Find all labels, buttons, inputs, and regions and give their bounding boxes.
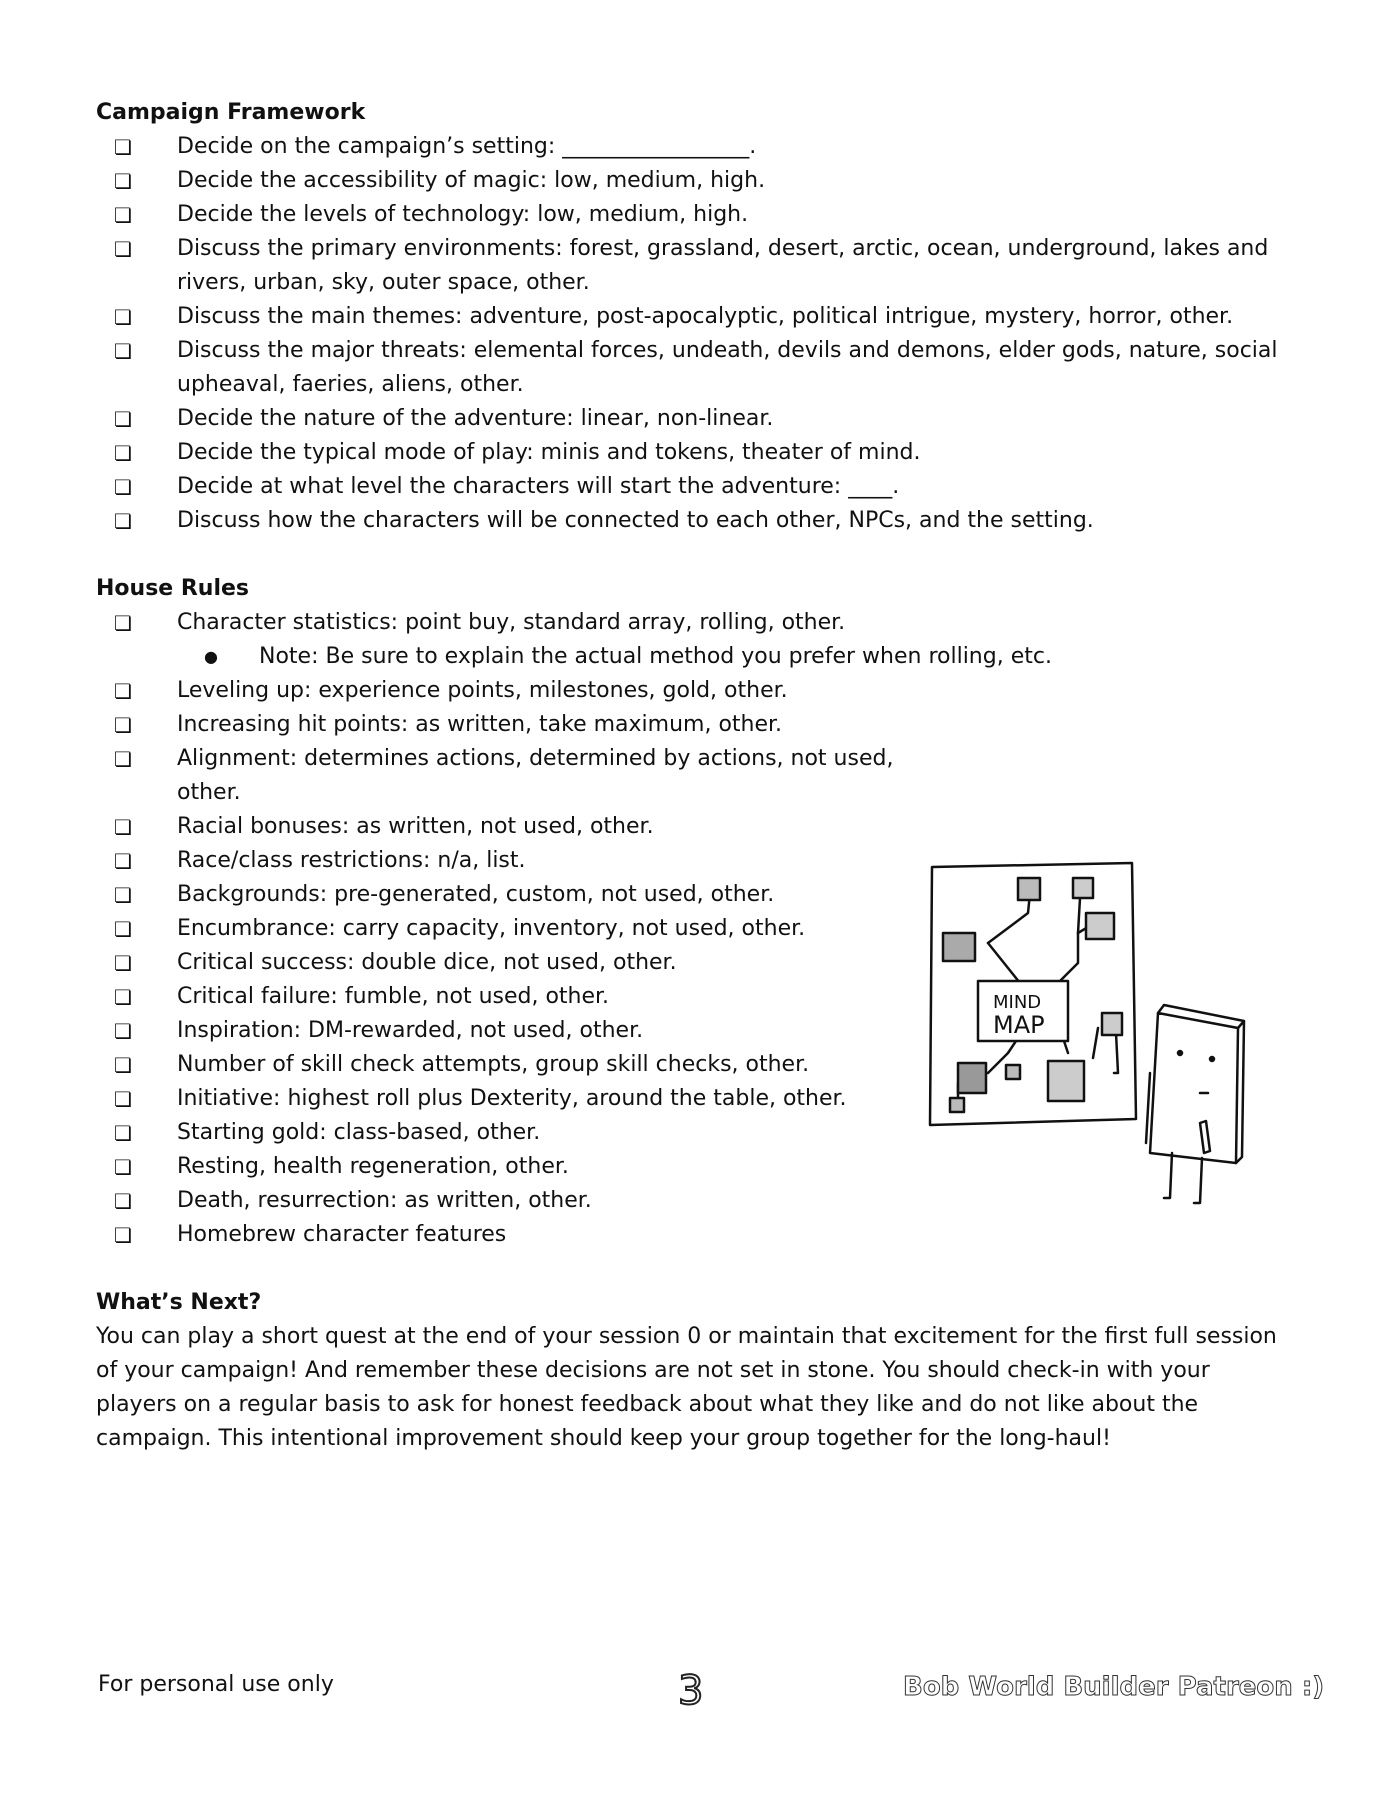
mind-map-illustration xyxy=(918,853,1278,1223)
checklist-item xyxy=(96,810,1286,844)
checklist-item xyxy=(96,436,1286,470)
note-bullet xyxy=(96,640,1286,674)
checkbox-icon[interactable]: ❏ xyxy=(114,169,132,193)
checkbox-icon[interactable]: ❏ xyxy=(114,985,132,1009)
checklist-item-text: Race/class restrictions: n/a, list. xyxy=(177,848,526,873)
checklist-item xyxy=(96,606,1286,640)
checklist-item xyxy=(96,164,1286,198)
node-square xyxy=(1073,878,1093,898)
checklist-item xyxy=(96,130,1286,164)
node-square xyxy=(950,1098,964,1112)
checkbox-icon[interactable]: ❏ xyxy=(114,135,132,159)
checkbox-icon[interactable]: ❏ xyxy=(114,611,132,635)
checklist-item xyxy=(96,504,1286,538)
connector-line xyxy=(1078,898,1080,933)
checklist-item xyxy=(96,674,1286,708)
checkbox-icon[interactable]: ❏ xyxy=(114,849,132,873)
checklist-item-text: Decide the typical mode of play: minis and tokens, theater of mind. xyxy=(177,440,921,465)
checklist-item-text: Inspiration: DM-rewarded, not used, other. xyxy=(177,1018,644,1043)
checklist-item xyxy=(96,708,1286,742)
checkbox-icon[interactable]: ❏ xyxy=(114,237,132,261)
checklist-item-text: Increasing hit points: as written, take maximum, other. xyxy=(177,712,783,737)
checkbox-icon[interactable]: ❏ xyxy=(114,1189,132,1213)
checkbox-icon[interactable]: ❏ xyxy=(114,1087,132,1111)
checkbox-icon[interactable]: ❏ xyxy=(114,679,132,703)
checklist-item-text: Decide on the campaign’s setting: _________________. xyxy=(177,134,757,159)
checklist-item-text: Death, resurrection: as written, other. xyxy=(177,1188,592,1213)
checklist-item-text: Backgrounds: pre-generated, custom, not used, other. xyxy=(177,882,775,907)
checklist-item-text: Discuss the primary environments: forest, grassland, desert, arctic, ocean, underground, lakes and rivers, urban, sky, outer space, other. xyxy=(177,236,1269,295)
campaign-framework-list xyxy=(96,130,1286,538)
checkbox-icon[interactable]: ❏ xyxy=(114,815,132,839)
checkbox-icon[interactable]: ❏ xyxy=(114,1053,132,1077)
node-square xyxy=(1102,1013,1122,1035)
checkbox-icon[interactable]: ❏ xyxy=(114,747,132,771)
connector-line xyxy=(1093,1028,1098,1058)
page-number: 3 xyxy=(678,1668,704,1714)
checklist-item-text: Alignment: determines actions, determined by actions, not used, other. xyxy=(177,746,894,805)
whats-next-heading: What’s Next? xyxy=(96,1290,262,1315)
note-text: Note: Be sure to explain the actual method you prefer when rolling, etc. xyxy=(259,644,1052,669)
connector-line xyxy=(1058,933,1078,983)
checklist-item-text: Discuss the main themes: adventure, post-apocalyptic, political intrigue, mystery, horror, other. xyxy=(177,304,1234,329)
checkbox-icon[interactable]: ❏ xyxy=(114,407,132,431)
footer-credit: Bob World Builder Patreon :) xyxy=(903,1672,1325,1702)
checklist-item-text: Initiative: highest roll plus Dexterity, around the table, other. xyxy=(177,1086,847,1111)
checklist-item-text: Homebrew character features xyxy=(177,1222,507,1247)
checklist-item-text: Number of skill check attempts, group skill checks, other. xyxy=(177,1052,810,1077)
map-label: MAP xyxy=(993,1011,1045,1039)
checklist-item-text: Decide the levels of technology: low, medium, high. xyxy=(177,202,749,227)
checkbox-icon[interactable]: ❏ xyxy=(114,509,132,533)
checklist-item xyxy=(96,470,1286,504)
checkbox-icon[interactable]: ❏ xyxy=(114,305,132,329)
checkbox-icon[interactable]: ❏ xyxy=(114,917,132,941)
checklist-item-text: Decide at what level the characters will start the adventure: ____. xyxy=(177,474,900,499)
checklist-item xyxy=(96,198,1286,232)
node-square xyxy=(1018,878,1040,900)
node-square xyxy=(1086,913,1114,939)
footer-usage-note: For personal use only xyxy=(98,1672,334,1697)
checkbox-icon[interactable]: ❏ xyxy=(114,1223,132,1247)
checkbox-icon[interactable]: ❏ xyxy=(114,1155,132,1179)
checklist-item xyxy=(96,742,1286,810)
character-leg xyxy=(1194,1158,1202,1203)
node-square xyxy=(958,1063,986,1093)
checkbox-icon[interactable]: ❏ xyxy=(114,951,132,975)
checklist-item xyxy=(96,402,1286,436)
checklist-item-text: Decide the accessibility of magic: low, medium, high. xyxy=(177,168,766,193)
mind-label: MIND xyxy=(993,992,1042,1013)
character-eye xyxy=(1210,1057,1214,1061)
checklist-item xyxy=(96,300,1286,334)
checklist-item-text: Critical failure: fumble, not used, other. xyxy=(177,984,610,1009)
character-eye xyxy=(1178,1051,1182,1055)
checklist-item-text: Decide the nature of the adventure: linear, non-linear. xyxy=(177,406,774,431)
checklist-item-text: Discuss how the characters will be connected to each other, NPCs, and the setting. xyxy=(177,508,1094,533)
checklist-item-text: Character statistics: point buy, standard array, rolling, other. xyxy=(177,610,846,635)
checklist-item xyxy=(96,232,1286,300)
checkbox-icon[interactable]: ❏ xyxy=(114,883,132,907)
checklist-item-text: Racial bonuses: as written, not used, other. xyxy=(177,814,654,839)
checkbox-icon[interactable]: ❏ xyxy=(114,339,132,363)
checkbox-icon[interactable]: ❏ xyxy=(114,475,132,499)
character-leg xyxy=(1164,1153,1172,1198)
checkbox-icon[interactable]: ❏ xyxy=(114,1019,132,1043)
checklist-item-text: Critical success: double dice, not used, other. xyxy=(177,950,677,975)
checklist-item-text: Starting gold: class-based, other. xyxy=(177,1120,541,1145)
checklist-item xyxy=(96,1218,1286,1252)
bullet-icon: ● xyxy=(204,647,218,666)
checkbox-icon[interactable]: ❏ xyxy=(114,203,132,227)
campaign-framework-heading: Campaign Framework xyxy=(96,100,366,125)
checklist-item-text: Discuss the major threats: elemental forces, undeath, devils and demons, elder gods, nature, social upheaval, faeries, aliens, other. xyxy=(177,338,1278,397)
checkbox-icon[interactable]: ❏ xyxy=(114,441,132,465)
checkbox-icon[interactable]: ❏ xyxy=(114,1121,132,1145)
checklist-item-text: Encumbrance: carry capacity, inventory, not used, other. xyxy=(177,916,806,941)
character-arm xyxy=(1146,1073,1150,1143)
checklist-item-text: Resting, health regeneration, other. xyxy=(177,1154,569,1179)
checklist-item-text: Leveling up: experience points, milestones, gold, other. xyxy=(177,678,788,703)
character-body xyxy=(1150,1013,1238,1163)
house-rules-heading: House Rules xyxy=(96,576,250,601)
whats-next-paragraph: You can play a short quest at the end of your session 0 or maintain that excitement for the first full session of your campaign! And remember these decisions are not set in stone. You should check-in with your players on a regular basis to ask for honest feedback about what they like and do not like about the campaign. This intentional improvement should keep your group together for the long-haul! xyxy=(96,1324,1277,1451)
checklist-item xyxy=(96,334,1286,402)
node-square xyxy=(943,933,975,961)
checkbox-icon[interactable]: ❏ xyxy=(114,713,132,737)
node-square xyxy=(1048,1061,1084,1101)
document-page xyxy=(96,96,1286,1456)
node-square xyxy=(1006,1065,1020,1079)
